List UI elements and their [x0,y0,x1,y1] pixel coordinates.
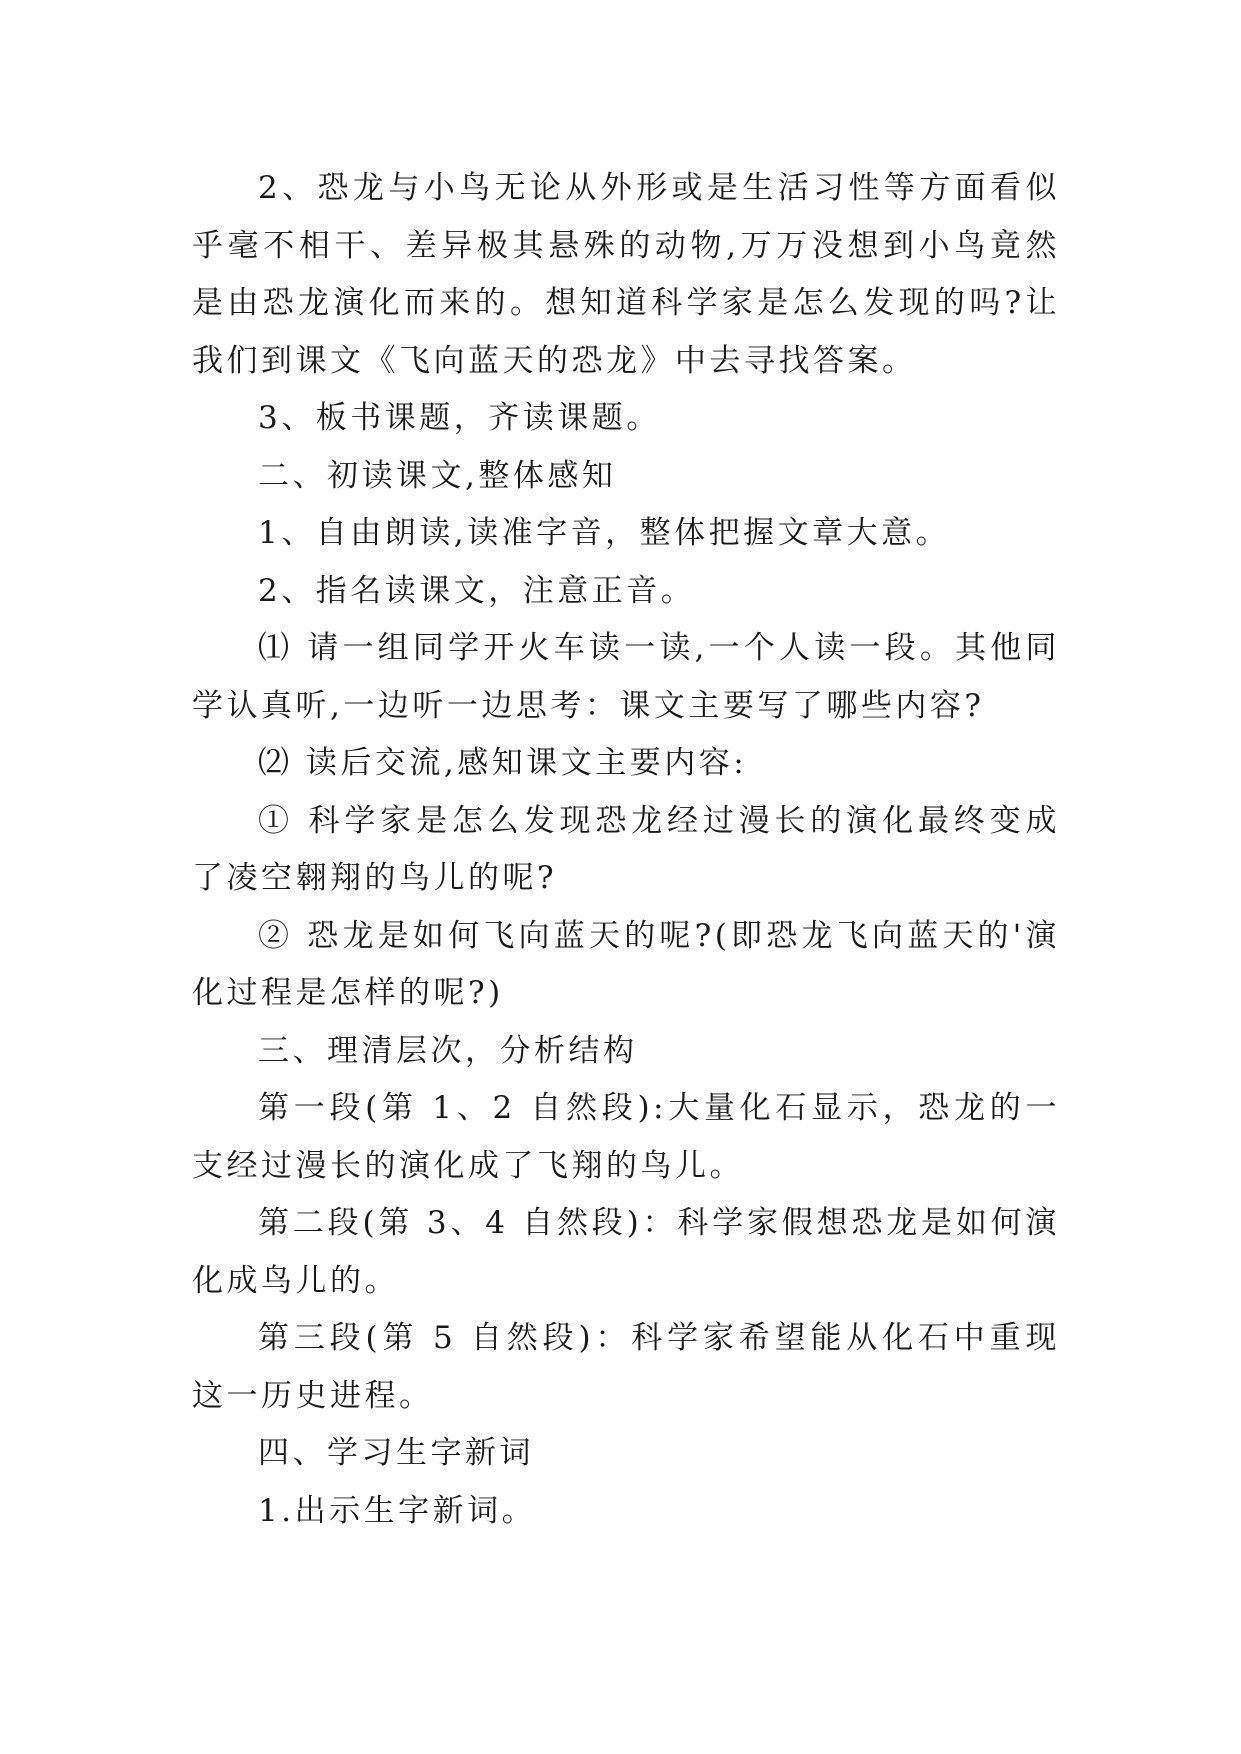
paragraph-substep-2: ⑵ 读后交流,感知课文主要内容: [258,745,748,781]
paragraph-part-1: 第一段(第 1、2 自然段):大量化石显示，恐龙的一支经过漫长的演化成了飞翔的鸟儿。 [192,1090,1060,1184]
paragraph-substep-1: ⑴ 请一组同学开火车读一读,一个人读一段。其他同学认真听,一边听一边思考：课文主要写了哪些内容? [192,630,1060,724]
section-heading-3: 三、理清层次，分析结构 [258,1032,638,1069]
paragraph-step-1: 1、自由朗读,读准字音，整体把握文章大意。 [258,515,951,551]
section-heading-4: 四、学习生字新词 [258,1435,534,1471]
paragraph-vocab-1: 1.出示生字新词。 [258,1492,537,1529]
paragraph-part-3: 第三段(第 5 自然段)：科学家希望能从化石中重现这一历史进程。 [192,1320,1060,1414]
paragraph-intro-2: 2、恐龙与小鸟无论从外形或是生活习性等方面看似乎毫不相干、差异极其悬殊的动物,万万没想到小鸟竟然是由恐龙演化而来的。想知道科学家是怎么发现的吗?让我们到课文《飞向蓝天的恐龙》中去寻找答案。 [192,170,1060,379]
section-heading-2: 二、初读课文,整体感知 [258,457,617,494]
document-body [192,160,1060,1540]
paragraph-question-2: ② 恐龙是如何飞向蓝天的呢?(即恐龙飞向蓝天的'演化过程是怎样的呢?) [192,917,1060,1011]
paragraph-intro-3: 3、板书课题，齐读课题。 [258,400,661,436]
paragraph-question-1: ① 科学家是怎么发现恐龙经过漫长的演化最终变成了凌空翱翔的鸟儿的呢? [192,802,1060,896]
paragraph-part-2: 第二段(第 3、4 自然段)：科学家假想恐龙是如何演化成鸟儿的。 [192,1205,1060,1299]
paragraph-step-2: 2、指名读课文，注意正音。 [258,572,696,609]
